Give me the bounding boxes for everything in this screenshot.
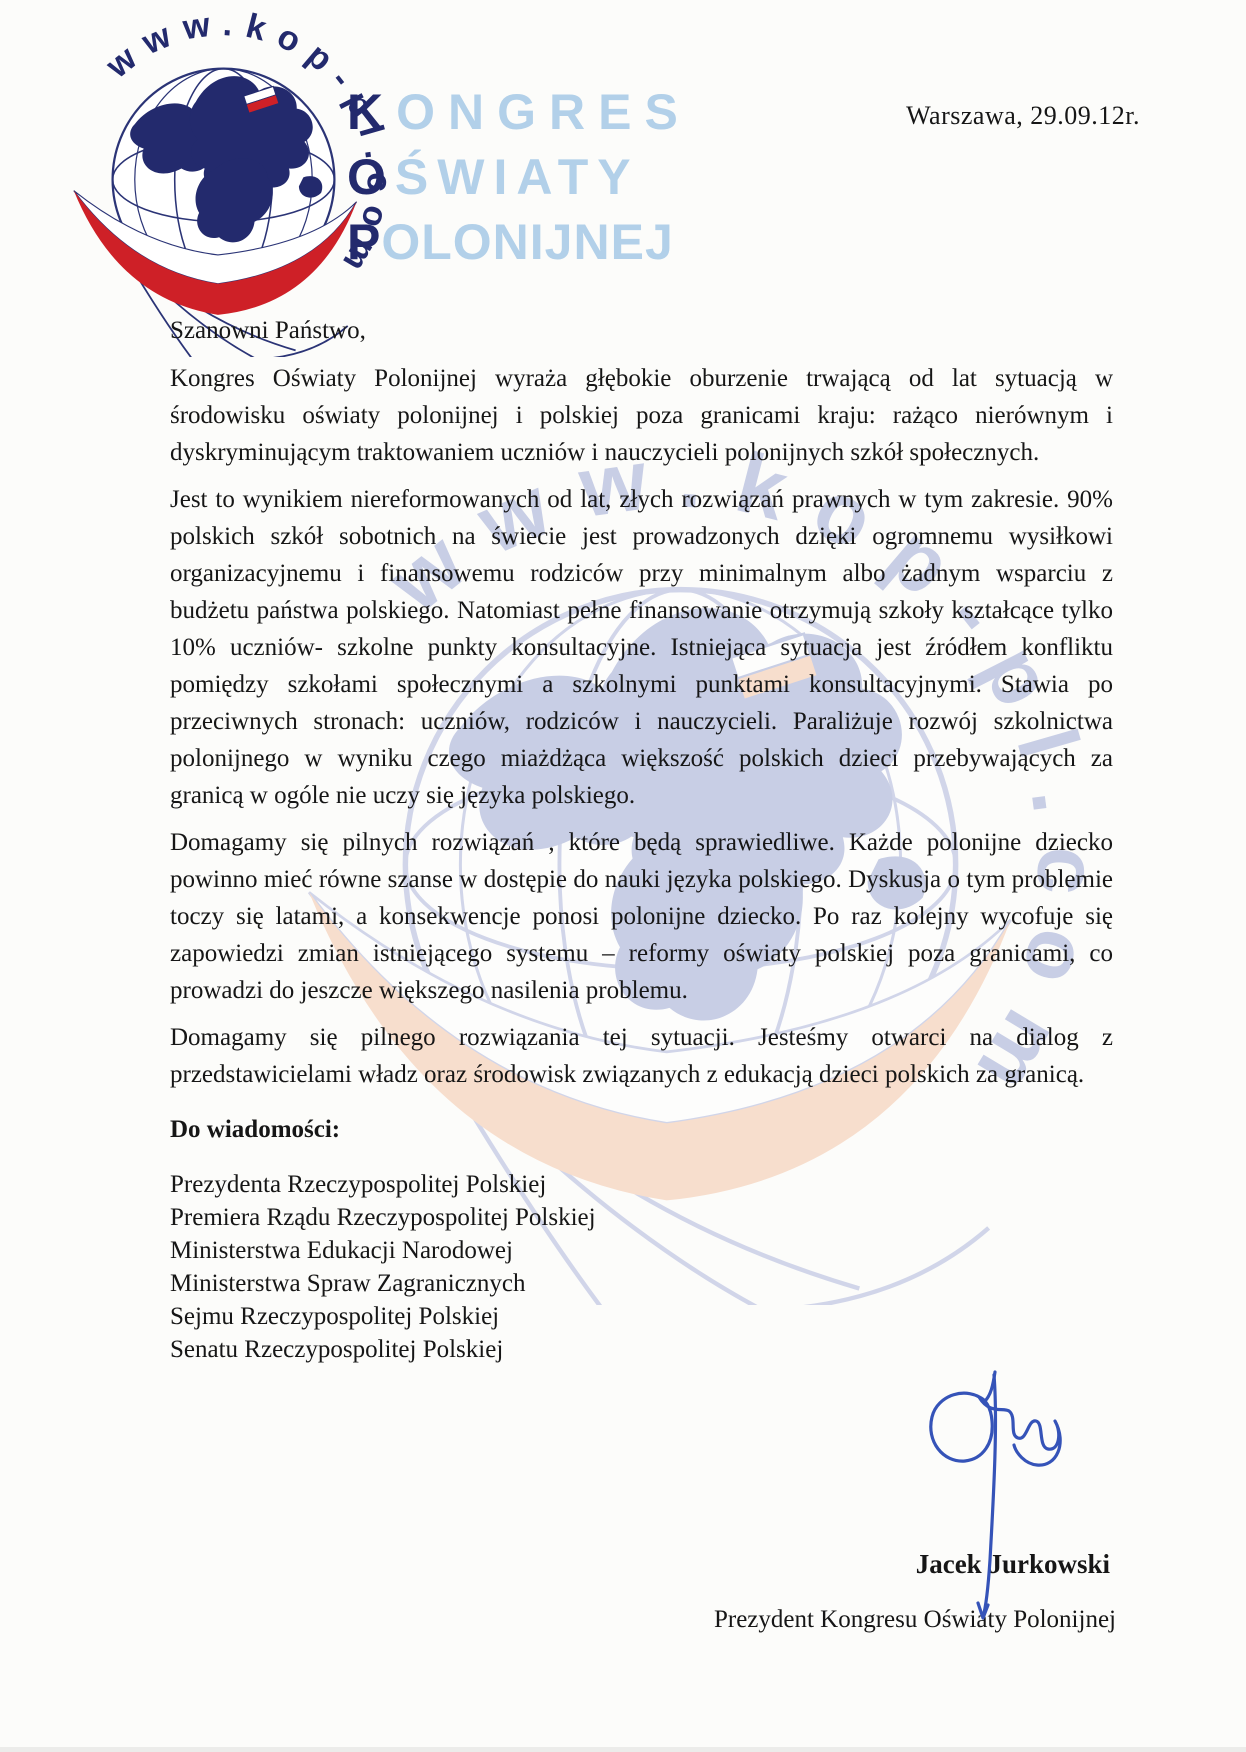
recipient-line: Premiera Rządu Rzeczypospolitej Polskiej bbox=[170, 1204, 596, 1231]
wordmark-line-kongres bbox=[347, 80, 691, 145]
paragraph: Jest to wynikiem niereformowanych od lat, złych rozwiązań prawnych w tym zakresie. 90% polskich szkół sobotnich na świecie jest prowadzonych dzięki ogromnemu wysiłkowi organizacyjnemu i finansowemu rodziców przy minimalnym albo żadnym wsparciu z budżetu państwa polskiego. Natomiast pełne finansowanie otrzymują szkoły kształcące tylko 10% uczniów- szkolne punkty konsultacyjne. Istniejąca sytuacja jest źródłem konfliktu pomiędzy szkołami społecznymi a szkolnymi punktami konsultacyjnymi. Stawia po przeciwnych stronach: uczniów, rodziców i nauczycieli. Paraliżuje rozwój szkolnictwa polonijnego w wyniku czego miażdżąca większość polskich dzieci przebywających za granicą w ogóle nie uczy się języka polskiego. bbox=[170, 486, 1113, 809]
recipient-line: Senatu Rzeczypospolitej Polskiej bbox=[170, 1336, 504, 1363]
dateline: Warszawa, 29.09.12r. bbox=[906, 101, 1140, 130]
wordmark-rest: OLONIJNEJ bbox=[381, 214, 674, 270]
paragraph: Domagamy się pilnego rozwiązania tej sytuacji. Jesteśmy otwarci na dialog z przedstawicielami władz oraz środowisk związanych z edukacją dzieci polskich za granicą. bbox=[170, 1024, 1113, 1088]
paragraph: Kongres Oświaty Polonijnej wyraża głębokie oburzenie trwającą od lat sytuacją w środowisku oświaty polonijnej i polskiej poza granicami kraju: rażąco nierównym i dyskryminującym traktowaniem uczniów i nauczycieli polonijnych szkół społecznych. bbox=[170, 365, 1113, 466]
signer-name: Jacek Jurkowski bbox=[915, 1549, 1110, 1579]
wordmark-initial: P bbox=[347, 214, 382, 270]
scan-edge bbox=[0, 1747, 1246, 1752]
recipient-line: Ministerstwa Spraw Zagranicznych bbox=[170, 1270, 526, 1297]
paragraph: Domagamy się pilnych rozwiązań , które będą sprawiedliwe. Każde polonijne dziecko powinno mieć równe szanse w dostępie do nauki języka polskiego. Dyskusja o tym problemie toczy się latami, a konsekwencje ponosi polonijne dziecko. Po raz kolejny wycofuje się zapowiedzi zmian istniejącego systemu – reformy oświaty polskiej poza granicami, co prowadzi do jeszcze większego nasilenia problemu. bbox=[170, 829, 1113, 1004]
signer-title: Prezydent Kongresu Oświaty Polonijnej bbox=[713, 1606, 1116, 1633]
wordmark-rest: ŚWIATY bbox=[394, 149, 640, 205]
salutation: Szanowni Państwo, bbox=[170, 317, 366, 344]
wordmark-rest: ONGRES bbox=[396, 84, 691, 140]
recipient-line: Sejmu Rzeczypospolitej Polskiej bbox=[170, 1303, 500, 1330]
recipients-list bbox=[170, 1168, 1113, 1366]
wordmark-initial: K bbox=[347, 84, 397, 140]
wordmark-line-oswiaty bbox=[347, 145, 691, 210]
letter-body bbox=[170, 312, 1113, 1366]
recipient-line: Ministerstwa Edukacji Narodowej bbox=[170, 1237, 513, 1264]
wordmark-line-polonijnej bbox=[347, 210, 691, 275]
recipient-line: Prezydenta Rzeczypospolitej Polskiej bbox=[170, 1171, 547, 1198]
signature-ink bbox=[895, 1355, 1075, 1655]
kop-logo-wordmark bbox=[347, 80, 691, 275]
wordmark-initial: O bbox=[347, 149, 395, 205]
cc-heading: Do wiadomości: bbox=[170, 1116, 341, 1143]
